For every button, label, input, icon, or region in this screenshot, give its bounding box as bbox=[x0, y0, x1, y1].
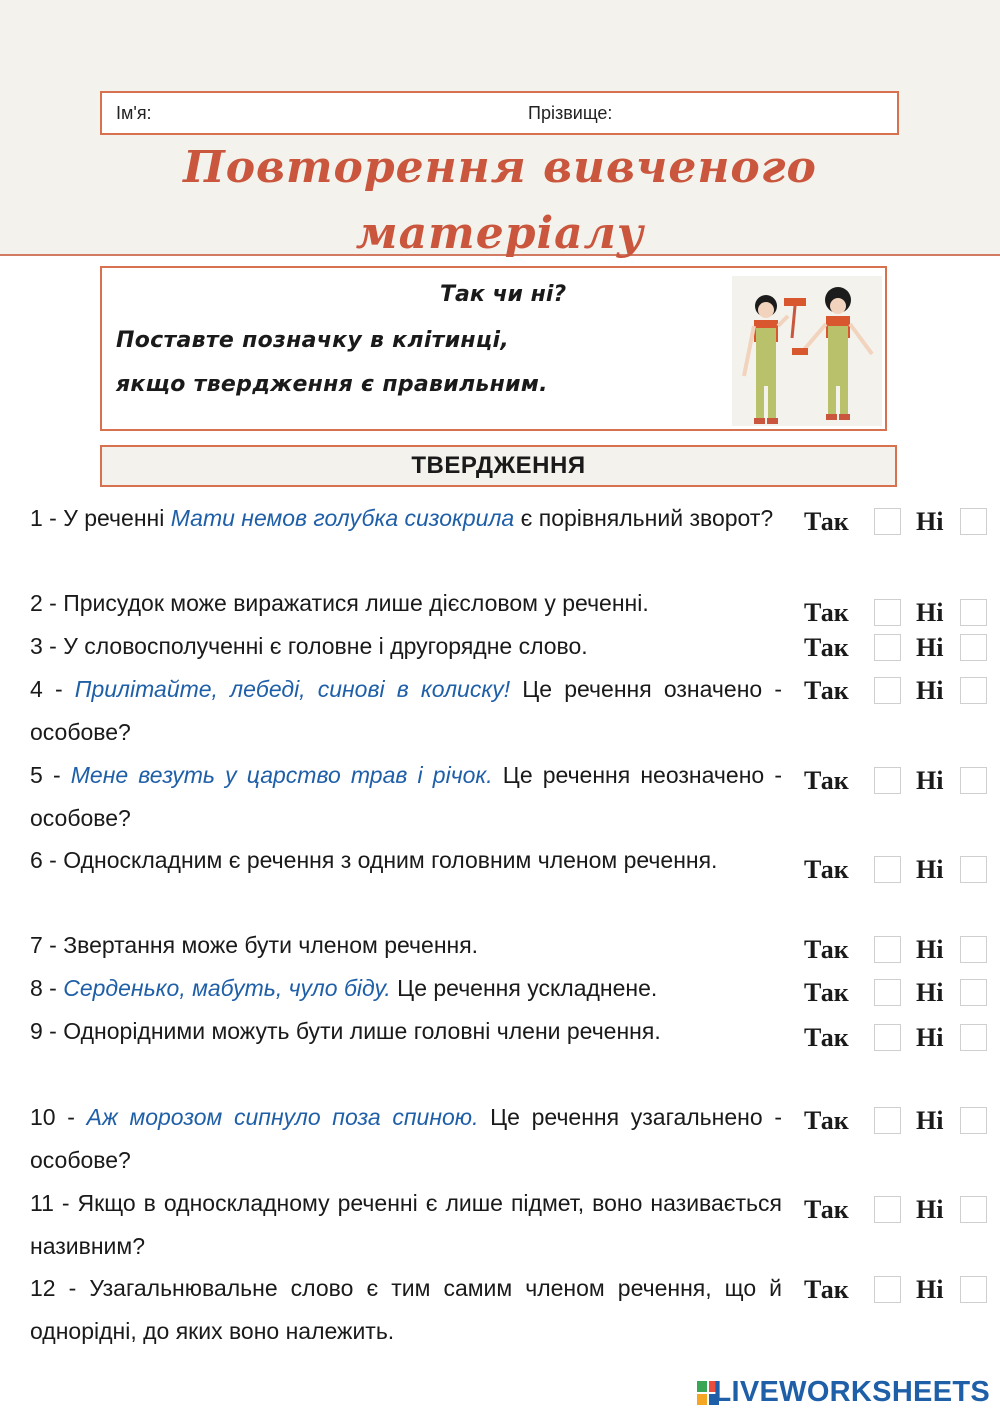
question-text-end: Це речення узагальнено - особове? bbox=[30, 1104, 782, 1173]
yes-label: Так bbox=[804, 1023, 849, 1052]
answer-row-3 bbox=[804, 632, 994, 664]
yes-checkbox[interactable] bbox=[874, 634, 901, 661]
no-label: Ні bbox=[916, 507, 944, 536]
no-checkbox[interactable] bbox=[960, 634, 987, 661]
question-text-end: є порівняльний зворот? bbox=[514, 505, 774, 531]
no-label: Ні bbox=[916, 633, 944, 662]
surname-label: Прізвище: bbox=[528, 103, 613, 123]
liveworksheets-brand[interactable]: LIVEWORKSHEETS bbox=[713, 1376, 990, 1408]
question-text: 2 - Присудок може виражатися лише дієсловом у реченні. bbox=[30, 590, 649, 616]
instructions-line1: Поставте позначку в клітинці, bbox=[116, 328, 510, 353]
question-8 bbox=[30, 967, 782, 1010]
yes-checkbox[interactable] bbox=[874, 1024, 901, 1051]
question-text: 1 - У реченні bbox=[30, 505, 171, 531]
question-text: 11 - Якщо в односкладному реченні є лише підмет, воно називається називним? bbox=[30, 1190, 782, 1259]
no-label: Ні bbox=[916, 598, 944, 627]
no-label: Ні bbox=[916, 1195, 944, 1224]
name-fields-box bbox=[100, 91, 899, 135]
answer-row-4 bbox=[804, 675, 994, 707]
question-text: 12 - Узагальнювальне слово є тим самим членом речення, що й однорідні, до яких воно належить. bbox=[30, 1275, 782, 1344]
no-checkbox[interactable] bbox=[960, 767, 987, 794]
yes-checkbox[interactable] bbox=[874, 979, 901, 1006]
no-label: Ні bbox=[916, 766, 944, 795]
answer-row-2 bbox=[804, 597, 994, 629]
instructions-box bbox=[100, 266, 887, 431]
question-example: Аж морозом сипнуло поза спиною. bbox=[86, 1104, 479, 1130]
yes-label: Так bbox=[804, 935, 849, 964]
yes-label: Так bbox=[804, 676, 849, 705]
header-band bbox=[0, 0, 1000, 259]
answer-row-6 bbox=[804, 854, 994, 886]
answer-row-12 bbox=[804, 1274, 994, 1306]
no-label: Ні bbox=[916, 676, 944, 705]
no-checkbox[interactable] bbox=[960, 1276, 987, 1303]
no-label: Ні bbox=[916, 855, 944, 884]
question-9 bbox=[30, 1010, 782, 1053]
instructions-question: Так чи ні? bbox=[440, 282, 567, 307]
question-6 bbox=[30, 839, 782, 882]
yes-checkbox[interactable] bbox=[874, 936, 901, 963]
no-checkbox[interactable] bbox=[960, 979, 987, 1006]
question-text: 9 - Однорідними можуть бути лише головні члени речення. bbox=[30, 1018, 661, 1044]
question-1 bbox=[30, 497, 782, 540]
no-label: Ні bbox=[916, 1023, 944, 1052]
no-checkbox[interactable] bbox=[960, 936, 987, 963]
question-3 bbox=[30, 625, 782, 668]
question-example: Серденько, мабуть, чуло біду. bbox=[63, 975, 391, 1001]
no-label: Ні bbox=[916, 1106, 944, 1135]
question-text-end: Це речення неозначено - особове? bbox=[30, 762, 782, 831]
answer-row-8 bbox=[804, 977, 994, 1009]
yes-label: Так bbox=[804, 1275, 849, 1304]
question-7 bbox=[30, 924, 782, 967]
question-example: Прилітайте, лебеді, синові в колиску! bbox=[74, 676, 511, 702]
instructions-line2: якщо твердження є правильним. bbox=[116, 372, 548, 397]
yes-checkbox[interactable] bbox=[874, 1196, 901, 1223]
question-text: 6 - Односкладним є речення з одним головним членом речення. bbox=[30, 847, 718, 873]
yes-label: Так bbox=[804, 1106, 849, 1135]
yes-label: Так bbox=[804, 633, 849, 662]
painting-kids-illustration bbox=[732, 276, 882, 426]
answer-row-1 bbox=[804, 506, 994, 538]
yes-checkbox[interactable] bbox=[874, 1276, 901, 1303]
question-10 bbox=[30, 1096, 782, 1182]
question-text: 7 - Звертання може бути членом речення. bbox=[30, 932, 479, 958]
question-text: 8 - bbox=[30, 975, 64, 1001]
no-label: Ні bbox=[916, 1275, 944, 1304]
question-text: 3 - У словосполученні є головне і другорядне слово. bbox=[30, 633, 588, 659]
question-2 bbox=[30, 582, 782, 625]
question-example: Мати немов голубка сизокрила bbox=[170, 505, 515, 531]
question-text-end: Це речення ускладнене. bbox=[390, 975, 658, 1001]
no-checkbox[interactable] bbox=[960, 1024, 987, 1051]
no-checkbox[interactable] bbox=[960, 508, 987, 535]
yes-label: Так bbox=[804, 1195, 849, 1224]
question-11 bbox=[30, 1182, 782, 1268]
no-checkbox[interactable] bbox=[960, 677, 987, 704]
worksheet-title-line2: матеріалу bbox=[355, 208, 645, 259]
yes-checkbox[interactable] bbox=[874, 677, 901, 704]
answer-row-10 bbox=[804, 1105, 994, 1137]
answer-row-11 bbox=[804, 1194, 994, 1226]
worksheet-title-line1: Повторення вивченого bbox=[183, 142, 817, 193]
no-label: Ні bbox=[916, 935, 944, 964]
yes-label: Так bbox=[804, 598, 849, 627]
section-header bbox=[100, 445, 897, 487]
answer-row-7 bbox=[804, 934, 994, 966]
yes-checkbox[interactable] bbox=[874, 767, 901, 794]
answer-row-5 bbox=[804, 765, 994, 797]
question-example: Мене везуть у царство трав і річок. bbox=[70, 762, 493, 788]
question-text: 5 - bbox=[30, 762, 71, 788]
yes-label: Так bbox=[804, 855, 849, 884]
section-title: ТВЕРДЖЕННЯ bbox=[411, 452, 586, 479]
no-label: Ні bbox=[916, 978, 944, 1007]
answer-row-9 bbox=[804, 1022, 994, 1054]
question-text-end: Це речення означено - особове? bbox=[30, 676, 783, 745]
yes-checkbox[interactable] bbox=[874, 856, 901, 883]
yes-checkbox[interactable] bbox=[874, 1107, 901, 1134]
name-label: Ім'я: bbox=[116, 103, 152, 123]
yes-label: Так bbox=[804, 507, 849, 536]
question-5 bbox=[30, 754, 782, 840]
question-12 bbox=[30, 1267, 782, 1353]
yes-label: Так bbox=[804, 766, 849, 795]
yes-checkbox[interactable] bbox=[874, 599, 901, 626]
no-checkbox[interactable] bbox=[960, 1196, 987, 1223]
yes-label: Так bbox=[804, 978, 849, 1007]
no-checkbox[interactable] bbox=[960, 856, 987, 883]
no-checkbox[interactable] bbox=[960, 599, 987, 626]
question-4 bbox=[30, 668, 782, 754]
question-text: 10 - bbox=[30, 1104, 87, 1130]
question-text: 4 - bbox=[30, 676, 75, 702]
no-checkbox[interactable] bbox=[960, 1107, 987, 1134]
yes-checkbox[interactable] bbox=[874, 508, 901, 535]
